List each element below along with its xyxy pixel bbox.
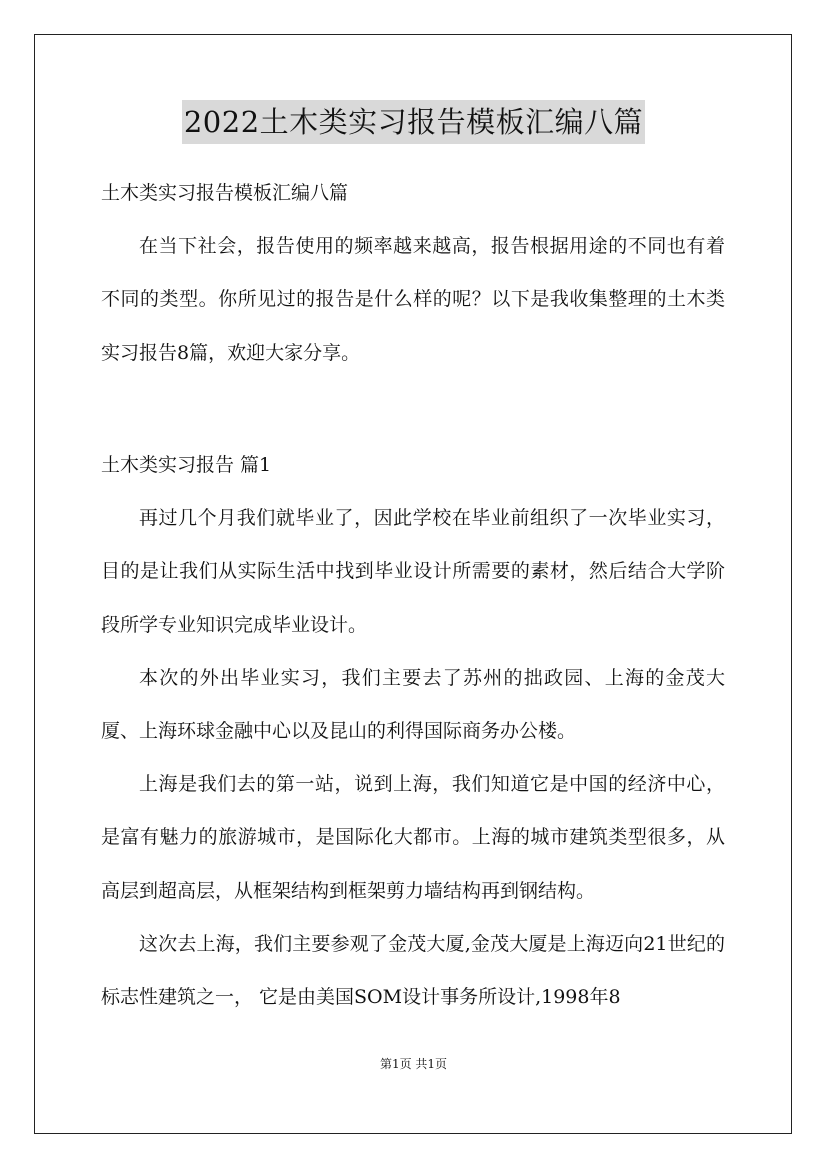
body-paragraph-1: 再过几个月我们就毕业了，因此学校在毕业前组织了一次毕业实习，目的是让我们从实际生活中找到毕业设计所需要的素材，然后结合大学阶段所学专业知识完成毕业设计。 [101,507,725,636]
section-heading: 土木类实习报告 篇1 [101,454,272,476]
body-paragraph-3: 上海是我们去的第一站，说到上海，我们知道它是中国的经济中心，是富有魅力的旅游城市，是国际化大都市。上海的城市建筑类型很多，从高层到超高层，从框架结构到框架剪力墙结构再到钢结构。 [101,773,725,902]
body-paragraph-4: 这次去上海，我们主要参观了金茂大厦,金茂大厦是上海迈向21世纪的标志性建筑之一， 它是由美国SOM设计事务所设计,1998年8 [101,933,725,1009]
page-footer: 第1页 共1页 [379,1057,448,1071]
document-subtitle: 土木类实习报告模板汇编八篇 [101,182,349,204]
title-container [0,100,827,144]
body-paragraph-2: 本次的外出毕业实习，我们主要去了苏州的拙政园、上海的金茂大厦、上海环球金融中心以及昆山的利得国际商务办公楼。 [101,667,725,743]
document-title: 2022土木类实习报告模板汇编八篇 [182,100,645,144]
intro-paragraph: 在当下社会，报告使用的频率越来越高，报告根据用途的不同也有着不同的类型。你所见过的报告是什么样的呢？以下是我收集整理的土木类实习报告8篇，欢迎大家分享。 [101,235,725,364]
